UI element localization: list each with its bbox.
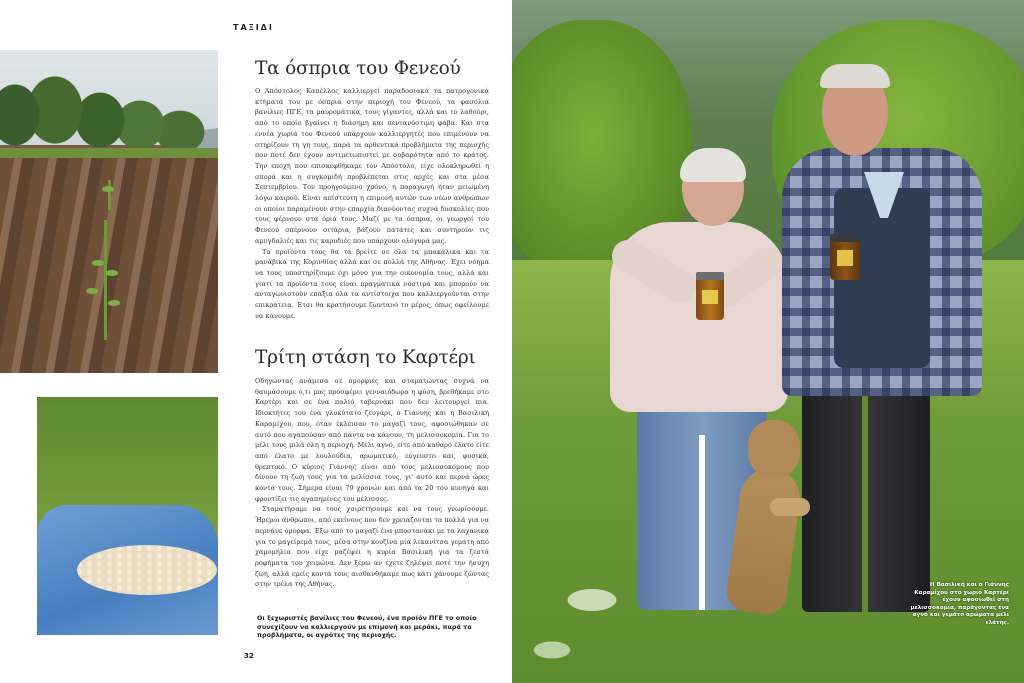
photo-caption-couple: Η Βασιλική και ο Γιάννης Καραμίχου στο χωριό Καρτέρι έχουν αφοσιωθεί στη μελισσοκομία, παράγοντας ένα αγνό και γεμάτο αρώματα μέλι ελάτης. bbox=[910, 582, 1009, 626]
section1-body bbox=[255, 86, 489, 321]
section2-heading: Τρίτη στάση το Καρτέρι bbox=[255, 347, 476, 368]
honey-jar-icon bbox=[830, 238, 860, 280]
page-number: 32 bbox=[244, 652, 254, 660]
man-figure bbox=[802, 366, 930, 612]
section-tag: ΤΑΞΙΔΙ bbox=[233, 23, 274, 32]
bean-field-photo bbox=[0, 50, 218, 373]
beekeepers-couple-photo bbox=[512, 0, 1024, 683]
section2-paragraph-1: Οδηγώντας ανάμεσα σε ομορφιές και σταματώντας συχνά να θαυμάσουμε ό,τι μας προσφέρει γενναιόδωρα η φύση, βρεθήκαμε στο Καρτέρι και σε ένα παλιό ταβερνάκι που δεν λειτουργεί πια. Ιδιοκτήτες του ένα γλυκύτατο ζευγάρι, ο Γιάννης και η Βασιλική Καραμίχου, που, όταν έκλεισαν το μαγαζί τους, αφοσιώθηκαν σε αυτό που αγαπούσαν από πάντα να κάνουν, τη μελισσοκομία. Για το μέλι τους μιλά όλη η περιοχή. Μέλι αγνό, είτε από καθαρό έλατο είτε από έλατο με λουλούδια, αρωματικό, εύγευστο και, φυσικά, θρεπτικό. Ο κύριος Γιάννης είναι από τους μελισσοκόμους που δίνουν τη ζωή τους για τα μελίσσια τους, γι' αυτό και περνά ώρες κοντά τους. Σήμερα είναι 79 χρονών και από τα 20 του κυνηγά και φροντίζει τις αγαπημένες του μέλισσες. bbox=[255, 377, 489, 503]
section1-paragraph-1: Ο Απόστολος Καπέλλος καλλιεργεί παραδοσιακά τα πατρογονικά κτήματά του με όσπρια στην περιοχή του Φενεού, τα φασόλια βανίλιες ΠΓΕ, τα μαυρομάτικα, τους γίγαντες, αλλά και το λαθούρι, από το οποίο βγαίνει η διάσημη και πεντανόστιμη φάβα. Και στα εννέα χωριά του Φενεού υπάρχουν καλλιεργητές που επιμένουν να στηρίζουν τη γη τους, παρά τα αρθεντικά προβλήματα της περιοχής που ποτέ δεν έχουν αντιμετωπιστεί με σοβαρότητα από το κράτος. Την εποχή που επισκεφθήκαμε τον Απόστολο, είχε ολοκληρωθεί η σπορά και η συγκομιδή προβλέπεται στις αρχές και στα μέσα Σεπτεμβρίου. Τον προηγούμενο χρόνο, η παραγωγή ήταν μειωμένη λόγω καιρού. Είναι απίστευτη η επιμονή αυτών των νέων ανθρώπων οι οποίοι παραμένουν στην επαρχία διανύοντας συχνά δυσκολίες που τους φέρνουν στα όριά τους. Μαζί με τα όσπρια, οι γεωργοί του Φενεού σπέρνουν σιτάρια, βάζουν πατάτες και συντηρούν τις αμυγδαλιές και τις καρυδιές που υπάρχουν ολόγυρά μας. bbox=[255, 87, 489, 245]
bag-of-beans-photo bbox=[37, 397, 218, 635]
section2-paragraph-2: Σταματήσαμε να τους χαιρετήσουμε και να τους γνωρίσουμε. Ήρεμοι άνθρωποι, από εκείνους που δεν χρειάζονται τα πολλά για να περνάνε όμορφα. Έξω από το μαγαζί ένα μποστανάκι με τα λαχανικά για το μαγείρεμά τους, μέσα στην κουζίνα μία λεκανίτσα γεμάτη από χαμομήλια που είχε μαζέψει η κυρία Βασιλική για τα ζεστά ροφήματα του χειμώνα. Δεν ξέρω αν έχετε ζηλέψει ποτέ την ήσυχη ζωή, αλλά εμείς κοντά τους αισθανθήκαμε πως κάτι χάνουμε ζώντας στην τρέλα της Αθήνας. bbox=[255, 505, 489, 589]
section1-heading-wrap bbox=[255, 58, 489, 79]
photo-caption-beans: Οι ξεχωριστές βανίλιες του Φενεού, ένα προϊόν ΠΓΕ το οποίο συνεχίζουν να καλλιεργούν με επιμονή και μεράκι, παρά τα προβλήματα, οι αγρότες της περιοχής. bbox=[257, 614, 477, 640]
section2-body bbox=[255, 376, 489, 590]
section1-heading: Τα όσπρια του Φενεού bbox=[255, 58, 461, 79]
section1-paragraph-2: Τα προϊόντα τους θα τα βρείτε σε όλα τα μπακάλικα και τα μανάβικα της Κορινθίας αλλά και σε πολλά της Αθήνας. Έχει νόημα να τους υποστηρίζουμε όχι μόνο για την οικονομία τους, αλλά και γιατί τα προϊόντα τους είναι πραγματικά νόστιμα και μπορούν να ανταγωνιστούν επάξια όλα τα αντίστοιχα που καλλιεργούνται στην επικράτεια. Έτσι θα κρατήσουμε ζωντανό το μέρος, όπως οφείλουμε να κάνουμε. bbox=[255, 247, 489, 320]
section2-heading-wrap bbox=[255, 347, 489, 368]
honey-jar-icon bbox=[696, 276, 724, 320]
